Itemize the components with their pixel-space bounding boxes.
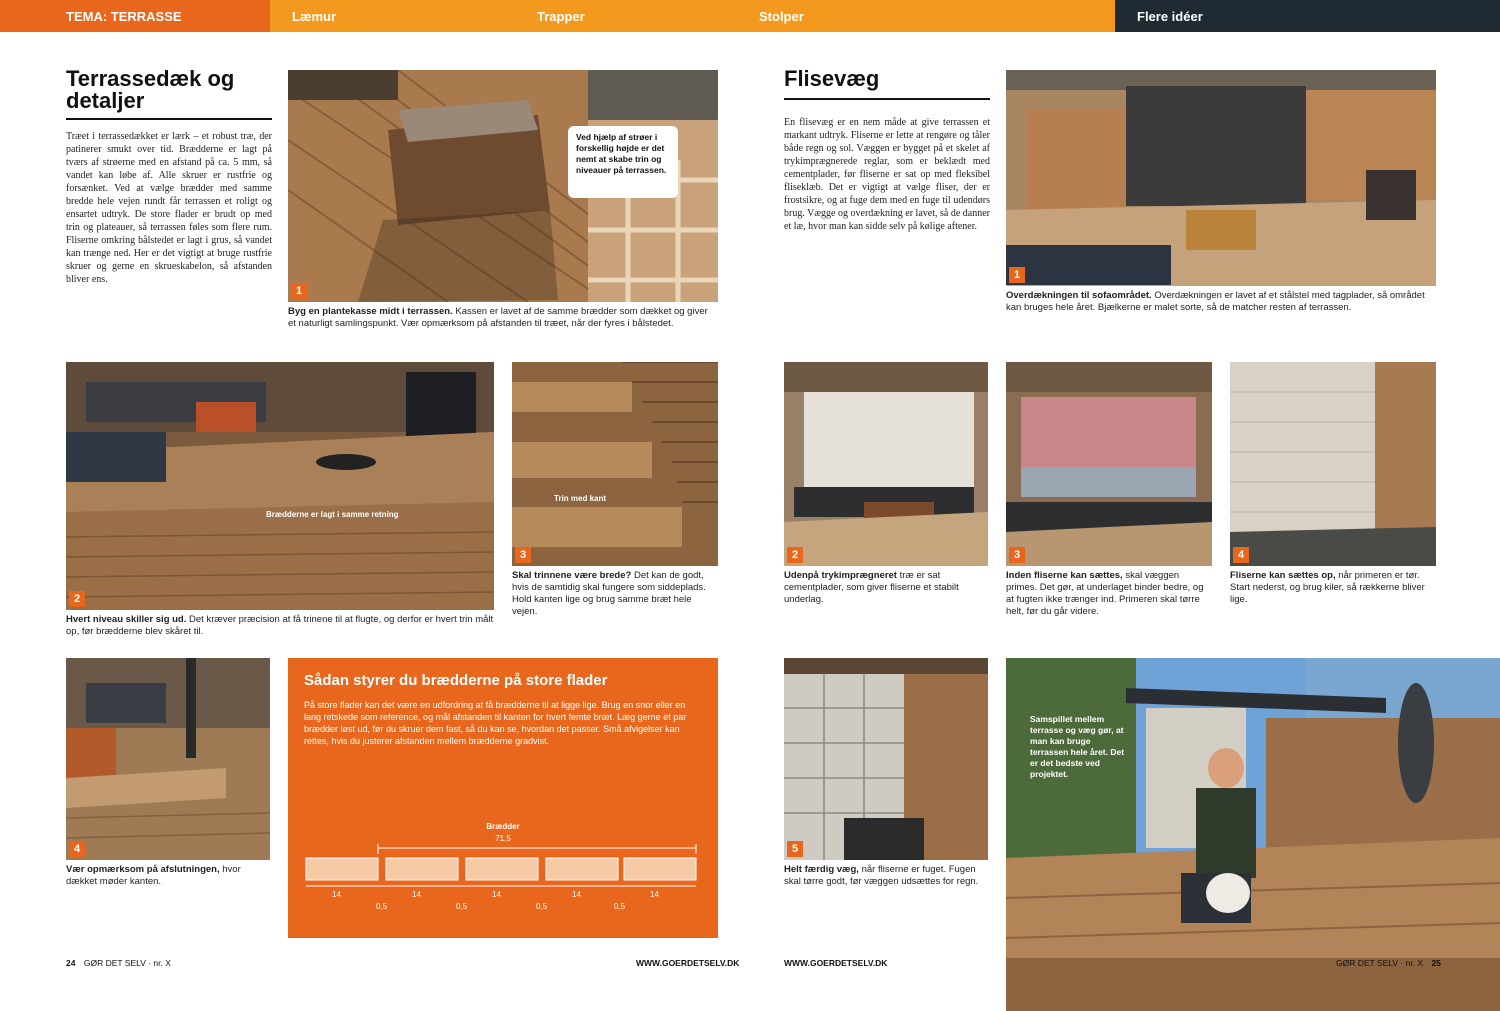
caption-photo-r1 [1006, 290, 1436, 314]
photo-number-r3: 3 [1009, 547, 1025, 563]
photo-primed-wall [1006, 362, 1212, 566]
info-box-text: På store flader kan det være en udfordring at få brædderne til at ligge lige. Brug en snor eller en lang retskede som reference, og mål afstanden til kanten for hvert femte bræt. Læg gerne et par brædder løst ud, før du skruer dem fast, så du kan se, hvordan det passer. Små afvigelser kan rettes, hvis du justerer afstanden mellem brædderne gradvist. [304, 700, 687, 746]
caption-1-lead: Byg en plantekasse midt i terrassen. [288, 306, 453, 317]
caption-r4-lead: Fliserne kan sættes op, [1230, 570, 1336, 581]
gap-3: 0,5 [536, 902, 548, 911]
right-intro-text: En flisevæg er en nem måde at give terrassen et markant udtryk. Fliserne er lette at rengøre og tåler både regn og sol. Væggen er bygget på et skelet af trykimprægnerede reglar, som er beklædt med cementplader, før fliserne er sat op med fleksibel fliseklæb. Det er vigtigt at vælge fliser, der er frostsikre, og at fuge dem med en fuge til udendørs brug. Vægge og overdækning er lavet, så de danner et læ, hvor man kan sidde selv på kølige aftener. [784, 117, 990, 232]
photo-number-2: 2 [69, 591, 85, 607]
photo-stair-steps [512, 362, 718, 566]
photo-number-r4: 4 [1233, 547, 1249, 563]
caption-r2-text: træ er sat cementplader, som giver fliserne et stabilt underlag. [784, 570, 959, 605]
caption-photo-r5 [784, 864, 988, 888]
photo-number-1: 1 [291, 283, 307, 299]
photo-plant-box-deck [288, 70, 718, 302]
footer-url-left[interactable]: WWW.GOERDETSELV.DK [636, 958, 740, 968]
right-page-title-block [784, 68, 990, 100]
board-width-4: 14 [572, 890, 581, 899]
caption-4-text: hvor dækket møder kanten. [66, 864, 241, 887]
caption-4-lead: Vær opmærksom på afslutningen, [66, 864, 220, 875]
info-box-boards [288, 658, 718, 938]
caption-r1-text: Overdækningen er lavet af et stålstel med tagplader, så området kan bruges hele året. Bjælkerne er malet sorte, så de matcher resten af terrassen. [1006, 290, 1425, 313]
board-width-5: 14 [650, 890, 659, 899]
caption-2-lead: Hvert niveau skiller sig ud. [66, 614, 187, 625]
caption-photo-2 [66, 614, 494, 638]
magazine-name-left: GØR DET SELV · nr. X [83, 958, 171, 968]
magazine-name-right: GØR DET SELV · nr. X [1336, 958, 1424, 968]
photo-finished-wall [784, 658, 988, 860]
page-title-right: Flisevæg [784, 66, 880, 91]
top-navigation [0, 0, 1500, 32]
caption-3-text: Det kan de godt, hvis de samtidig skal fungere som siddeplads. Hold kanten lige og brug samme bræt hele vejen. [512, 570, 706, 617]
caption-photo-4 [66, 864, 270, 888]
footer-url-right[interactable]: WWW.GOERDETSELV.DK [784, 958, 888, 968]
caption-r5-text: når fliserne er fuget. Fugen skal tørre godt, før væggen udsættes for regn. [784, 864, 979, 887]
caption-photo-3 [512, 570, 718, 618]
photo-tiles-mounted [1230, 362, 1436, 566]
caption-photo-r4 [1230, 570, 1436, 606]
photo-deck-edge [66, 658, 270, 860]
gap-2: 0,5 [456, 902, 468, 911]
title-rule-right [784, 98, 990, 100]
caption-photo-r2 [784, 570, 988, 606]
caption-r3-lead: Inden fliserne kan sættes, [1006, 570, 1123, 581]
callout-strøer: Ved hjælp af strøer i forskellig højde er det nemt at skabe trin og niveauer på terrassen. [568, 126, 678, 198]
nav-item-trapper[interactable]: Trapper [515, 0, 737, 32]
photo-number-r1: 1 [1009, 267, 1025, 283]
caption-1-text: Kassen er lavet af de samme brædder som dækket og giver et naturligt samlingspunkt. Vær opmærksom på afstanden til træet, når der fyres i bålstedet. [288, 306, 708, 329]
photo-number-4: 4 [69, 841, 85, 857]
photo-number-r5: 5 [787, 841, 803, 857]
board-width-1: 14 [332, 890, 341, 899]
big-photo-callout: Samspillet mellem terrasse og væg gør, at man kan bruge terrassen hele året. Det er det bedste ved projektet. [1030, 714, 1125, 779]
board-diagram [304, 822, 702, 922]
page-title-left: Terrassedæk og detaljer [66, 66, 235, 113]
diagram-label: Brædder [486, 822, 520, 831]
photo-number-r2: 2 [787, 547, 803, 563]
caption-photo-r3 [1006, 570, 1212, 618]
caption-r1-lead: Overdækningen til sofaområdet. [1006, 290, 1152, 301]
left-intro-text: Træet i terrassedækket er lærk – et robust træ, der patinerer smukt over tid. Brædderne er lagt på tværs af strøerne med en afstand på ca. 5 mm, så vandet kan løbe af. Alle skruer er rustfrie og forsænket. Ved at vælge brædder med samme bredde hele vejen rundt får terrassen et roligt og ensartet udtryk. De store flader er brudt op med trin og plateauer, så terrassen føles som flere rum. Fliserne omkring bålstedet er lagt i grus, så vandet kan trænge ned. Her er det vigtigt at bruge rustfrie skruer og gerne en skrueskabelon, så afstanden bliver ens. [66, 131, 272, 285]
photo-deck-levels [66, 362, 494, 610]
caption-photo-1 [288, 306, 718, 330]
caption-3-lead: Skal trinnene være brede? [512, 570, 632, 581]
nav-item-flere-ideer[interactable]: Flere idéer [1115, 0, 1500, 32]
nav-section-label: TEMA: TERRASSE [0, 0, 270, 32]
nav-item-stolper[interactable]: Stolper [737, 0, 1115, 32]
caption-r3-text: skal væggen primes. Det gør, at underlaget binder bedre, og at fugten ikke trænger ind. Primeren skal tørre helt, før du går videre. [1006, 570, 1204, 617]
page-number-right: 25 [1431, 958, 1441, 968]
board-width-3: 14 [492, 890, 501, 899]
info-box-title: Sådan styrer du brædderne på store flader [304, 672, 608, 689]
caption-r5-lead: Helt færdig væg, [784, 864, 859, 875]
caption-r2-lead: Udenpå trykimprægneret [784, 570, 897, 581]
arrow-label-step: Trin med kant [554, 494, 607, 503]
arrow-label-boards: Brædderne er lagt i samme retning [266, 510, 399, 519]
footer-left [66, 958, 171, 968]
title-rule [66, 118, 272, 120]
photo-covered-terrace [1006, 70, 1436, 286]
photo-cement-board [784, 362, 988, 566]
gap-1: 0,5 [376, 902, 388, 911]
page-number-left: 24 [66, 958, 76, 968]
left-page-title-block [66, 68, 272, 120]
diagram-total-width: 71,5 [495, 834, 511, 843]
footer-right [1336, 958, 1441, 968]
board-width-2: 14 [412, 890, 421, 899]
photo-number-3: 3 [515, 547, 531, 563]
caption-r4-text: når primeren er tør. Start nederst, og brug kiler, så rækkerne bliver lige. [1230, 570, 1425, 605]
nav-item-laemur[interactable]: Læmur [270, 0, 515, 32]
caption-2-text: Det kræver præcision at få trinene til at flugte, og derfor er hvert trin målt op, før brædderne blev skåret til. [66, 614, 494, 637]
gap-4: 0,5 [614, 902, 626, 911]
